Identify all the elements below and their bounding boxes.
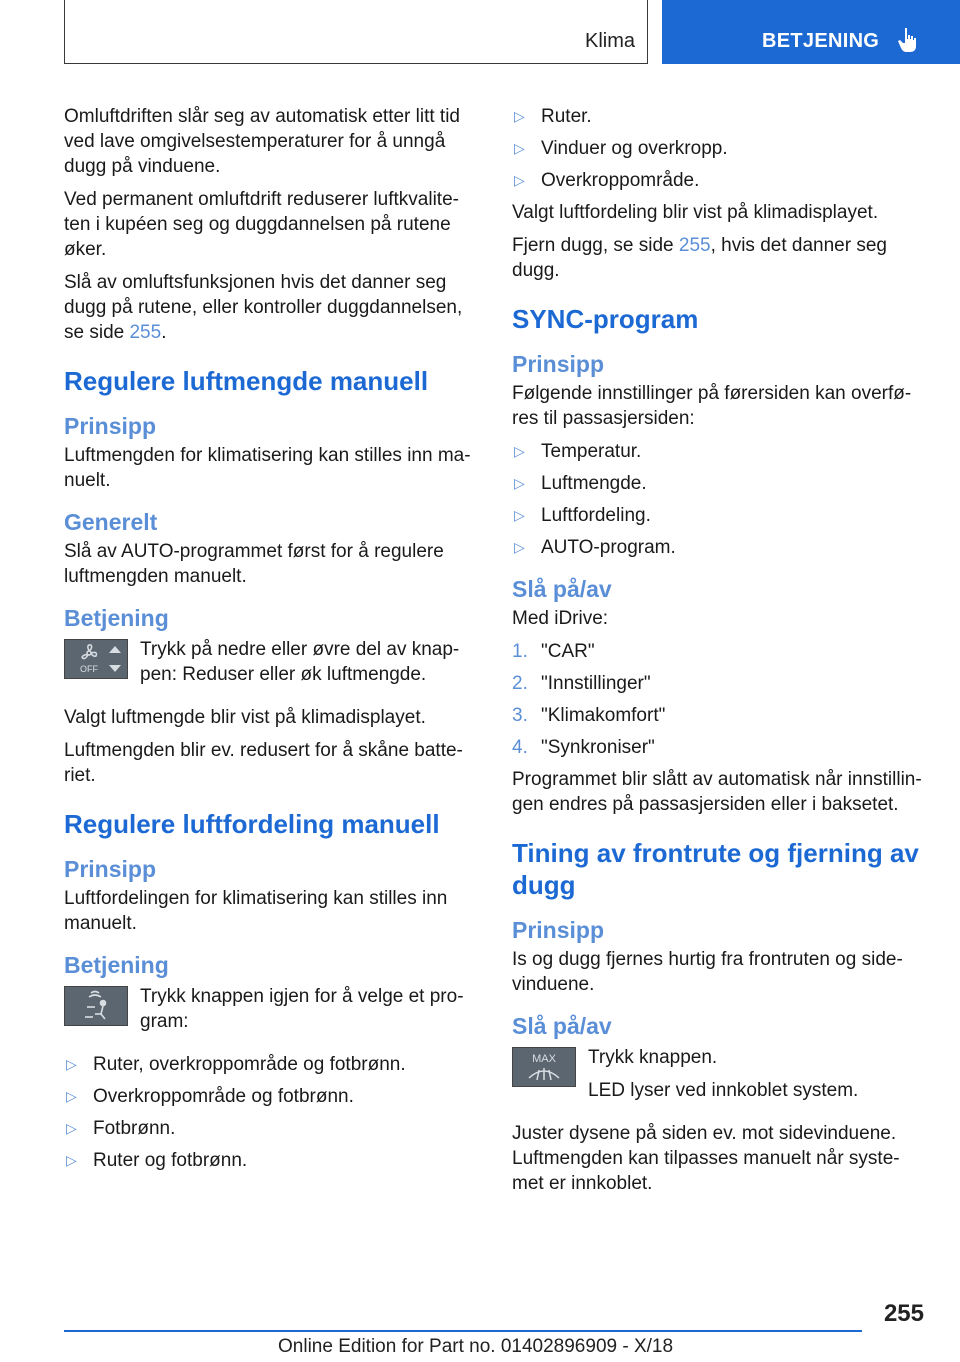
air-distribution-icon: [64, 986, 128, 1026]
paragraph: Med iDrive:: [512, 608, 609, 629]
paragraph: Luftmengden blir ev. redusert for å skåne batte-riet.: [64, 740, 463, 786]
paragraph: Slå av AUTO-programmet først for å regulere luftmengden manuelt.: [64, 541, 444, 587]
step-number: 1.: [512, 641, 528, 662]
list-item: ▷ Ruter og fotbrønn.: [66, 1150, 248, 1171]
header-section-title: Klima: [584, 30, 635, 52]
pointing-hand-icon: [896, 26, 922, 54]
list-item: ▷ AUTO-program.: [514, 537, 676, 558]
paragraph-text: , hvis det danner seg dugg.: [512, 235, 887, 281]
max-defrost-row: [512, 1045, 924, 1111]
header-chapter-box: [662, 0, 960, 64]
paragraph: Programmet blir slått av automatisk når innstillin-gen endres på passasjersiden eller i baksetet.: [512, 769, 922, 815]
list-item: ▷ Vinduer og overkropp.: [514, 138, 728, 159]
subheading-slaa-paa-av: Slå på/av: [512, 1013, 612, 1039]
fan-button-row: [64, 637, 476, 695]
triangle-bullet-icon: ▷: [514, 443, 525, 459]
fan-off-label: OFF: [80, 664, 98, 674]
right-column: [512, 104, 924, 1204]
footer-divider: [64, 1330, 862, 1332]
heading-luftfordeling: Regulere luftfordeling manuell: [64, 809, 440, 839]
paragraph: Valgt luftfordeling blir vist på klimadisplayet.: [512, 202, 879, 223]
page-number: 255: [883, 1300, 924, 1327]
triangle-bullet-icon: ▷: [514, 108, 525, 124]
triangle-bullet-icon: ▷: [514, 172, 525, 188]
footer-edition: Online Edition for Part no. 01402896909 - X/18: [278, 1336, 674, 1357]
triangle-bullet-icon: ▷: [514, 507, 525, 523]
paragraph: Is og dugg fjernes hurtig fra frontruten og side-vinduene.: [512, 949, 903, 995]
heading-tining: Tining av frontrute og fjerning av dugg: [512, 838, 919, 900]
paragraph-text: .: [161, 322, 167, 343]
page-link[interactable]: 255: [678, 235, 711, 256]
subheading-generelt: Generelt: [64, 509, 158, 535]
max-defrost-icon: [512, 1047, 576, 1087]
idrive-steps: [512, 639, 924, 760]
step-number: 4.: [512, 737, 528, 758]
program-list-continued: [512, 104, 924, 193]
triangle-bullet-icon: ▷: [514, 539, 525, 555]
paragraph-text: Slå av omluftsfunksjonen hvis det danner seg dugg på rutene, eller kontroller duggdannelsen, se side: [64, 272, 463, 343]
heading-luftmengde: Regulere luftmengde manuell: [64, 366, 429, 396]
paragraph: Juster dysene på siden ev. mot sidevinduene. Luftmengden kan tilpasses manuelt når syste-met er innkoblet.: [512, 1123, 900, 1194]
subheading-prinsipp: Prinsipp: [64, 856, 157, 882]
list-item: ▷ Overkroppområde og fotbrønn.: [66, 1086, 354, 1107]
paragraph: LED lyser ved innkoblet system.: [588, 1080, 859, 1101]
subheading-prinsipp: Prinsipp: [512, 917, 605, 943]
subheading-prinsipp: Prinsipp: [64, 413, 157, 439]
paragraph: [512, 233, 924, 283]
list-item: 4. "Synkroniser": [512, 737, 655, 758]
paragraph: Følgende innstillinger på førersiden kan overfø-res til passasjersiden:: [512, 383, 912, 429]
paragraph-text: Fjern dugg, se side: [512, 235, 679, 256]
paragraph: Omluftdriften slår seg av automatisk etter litt tid ved lave omgivelsestemperaturer for å unngå dugg på vinduene.: [64, 106, 460, 177]
list-item: ▷ Fotbrønn.: [66, 1118, 176, 1139]
triangle-bullet-icon: ▷: [66, 1088, 77, 1104]
subheading-slaa-paa-av: Slå på/av: [512, 576, 612, 602]
subheading-betjening: Betjening: [64, 952, 169, 978]
list-item: 2. "Innstillinger": [512, 673, 651, 694]
list-item: 1. "CAR": [512, 641, 595, 662]
max-label: MAX: [532, 1053, 556, 1065]
list-item: ▷ Ruter.: [514, 106, 592, 127]
list-item: 3. "Klimakomfort": [512, 705, 666, 726]
header-section-box: [64, 0, 648, 64]
subheading-prinsipp: Prinsipp: [512, 351, 605, 377]
triangle-bullet-icon: ▷: [66, 1120, 77, 1136]
paragraph: [64, 270, 476, 345]
paragraph: Valgt luftmengde blir vist på klimadisplayet.: [64, 707, 426, 728]
paragraph: Trykk på nedre eller øvre del av knap-pen: Reduser eller øk luftmengde.: [140, 639, 460, 685]
subheading-betjening: Betjening: [64, 605, 169, 631]
triangle-bullet-icon: ▷: [514, 140, 525, 156]
step-number: 2.: [512, 673, 528, 694]
page-link[interactable]: 255: [129, 322, 162, 343]
triangle-bullet-icon: ▷: [66, 1152, 77, 1168]
left-column: [64, 104, 476, 1180]
paragraph: Trykk knappen.: [588, 1047, 718, 1068]
sync-list: [512, 439, 924, 560]
header-chapter-title: BETJENING: [762, 30, 880, 52]
air-distribution-row: [64, 984, 476, 1042]
fan-button-icon: [64, 639, 128, 679]
paragraph: Ved permanent omluftdrift reduserer luftkvalite-ten i kupéen seg og duggdannelsen på rutene øker.: [64, 189, 459, 260]
heading-sync: SYNC-program: [512, 304, 699, 334]
list-item: ▷ Overkroppområde.: [514, 170, 700, 191]
triangle-bullet-icon: ▷: [514, 475, 525, 491]
paragraph: Luftmengden for klimatisering kan stilles inn ma-nuelt.: [64, 445, 471, 491]
list-item: ▷ Ruter, overkroppområde og fotbrønn.: [66, 1054, 406, 1075]
list-item: ▷ Luftfordeling.: [514, 505, 651, 526]
list-item: ▷ Luftmengde.: [514, 473, 647, 494]
program-list: [64, 1052, 476, 1173]
triangle-bullet-icon: ▷: [66, 1056, 77, 1072]
step-number: 3.: [512, 705, 528, 726]
paragraph: Trykk knappen igjen for å velge et pro-gram:: [140, 986, 464, 1032]
paragraph: Luftfordelingen for klimatisering kan stilles inn manuelt.: [64, 888, 448, 934]
list-item: ▷ Temperatur.: [514, 441, 642, 462]
